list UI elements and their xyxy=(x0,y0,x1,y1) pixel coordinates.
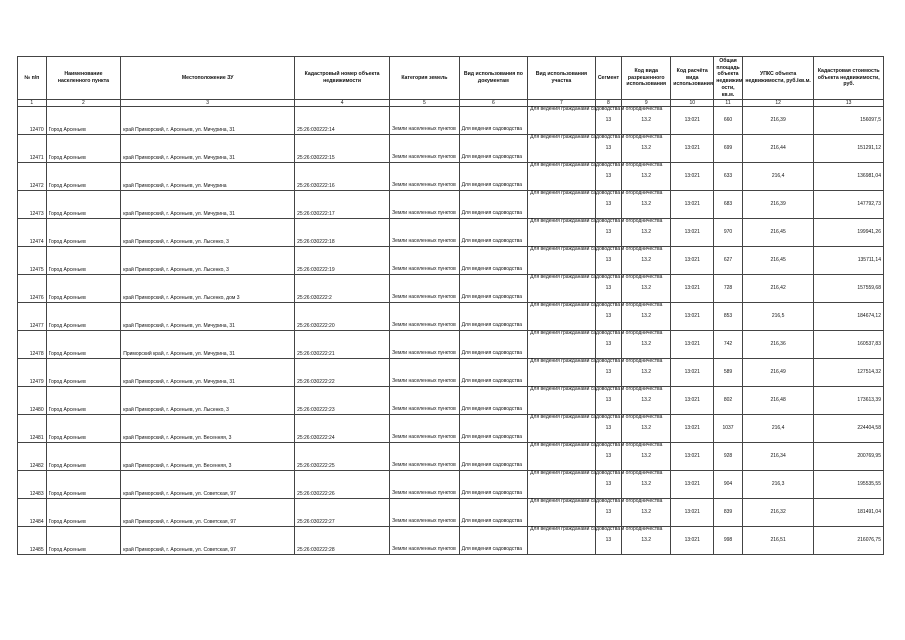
location-cell: Приморский край, г. Арсеньев, ул. Мичурина, 31 xyxy=(121,331,295,359)
permitted-use-code-cell: 13.2 xyxy=(622,471,671,499)
documented-use-cell: Для ведения садоводства xyxy=(459,191,528,219)
table-row xyxy=(18,275,884,303)
plot-use-cell: Для ведения гражданами садоводства и огородничества xyxy=(528,163,595,191)
cadastral-number-cell: 25:26:030222:14 xyxy=(295,107,390,135)
permitted-use-code-cell: 13.2 xyxy=(622,387,671,415)
row-number-cell: 12477 xyxy=(18,303,47,331)
land-category-cell: Земли населенных пунктов xyxy=(390,415,460,443)
area-cell: 728 xyxy=(714,275,743,303)
settlement-cell: Город Арсеньев xyxy=(46,359,121,387)
row-number-cell: 12484 xyxy=(18,499,47,527)
segment-cell: 13 xyxy=(595,219,622,247)
documented-use-cell: Для ведения садоводства xyxy=(459,443,528,471)
settlement-cell: Город Арсеньев xyxy=(46,303,121,331)
segment-cell: 13 xyxy=(595,443,622,471)
area-cell: 683 xyxy=(714,191,743,219)
segment-cell: 13 xyxy=(595,471,622,499)
land-category-cell: Земли населенных пунктов xyxy=(390,359,460,387)
row-number-cell: 12479 xyxy=(18,359,47,387)
segment-cell: 13 xyxy=(595,415,622,443)
permitted-use-code-cell: 13.2 xyxy=(622,191,671,219)
permitted-use-code-cell: 13.2 xyxy=(622,247,671,275)
cadastral-value-cell: 200769,95 xyxy=(814,443,884,471)
location-cell: край Приморский, г. Арсеньев, ул. Советская, 97 xyxy=(121,499,295,527)
land-category-cell: Земли населенных пунктов xyxy=(390,135,460,163)
upks-cell: 216,45 xyxy=(742,247,814,275)
documented-use-cell: Для ведения садоводства xyxy=(459,387,528,415)
header-cell-upks: УПКС объекта недвижимости, руб./кв.м. xyxy=(742,57,814,100)
location-cell: край Приморский, г. Арсеньев, ул. Мичурина xyxy=(121,163,295,191)
cadastral-number-cell: 25:26:030222:21 xyxy=(295,331,390,359)
calc-code-cell: 13:021 xyxy=(671,135,714,163)
column-number: 2 xyxy=(46,100,121,107)
upks-cell: 216,36 xyxy=(742,331,814,359)
row-number-cell: 12475 xyxy=(18,247,47,275)
cadastral-value-cell: 157559,68 xyxy=(814,275,884,303)
permitted-use-code-cell: 13.2 xyxy=(622,415,671,443)
land-category-cell: Земли населенных пунктов xyxy=(390,303,460,331)
location-cell: край Приморский, г. Арсеньев, ул. Мичурина, 31 xyxy=(121,191,295,219)
segment-cell: 13 xyxy=(595,275,622,303)
upks-cell: 216,32 xyxy=(742,499,814,527)
row-number-cell: 12471 xyxy=(18,135,47,163)
cadastral-number-cell: 25:26:030222:17 xyxy=(295,191,390,219)
column-number: 8 xyxy=(595,100,622,107)
cadastral-value-cell: 224404,58 xyxy=(814,415,884,443)
settlement-cell: Город Арсеньев xyxy=(46,471,121,499)
cadastral-number-cell: 25:26:030222:26 xyxy=(295,471,390,499)
column-number: 3 xyxy=(121,100,295,107)
area-cell: 904 xyxy=(714,471,743,499)
upks-cell: 216,42 xyxy=(742,275,814,303)
row-number-cell: 12478 xyxy=(18,331,47,359)
settlement-cell: Город Арсеньев xyxy=(46,499,121,527)
settlement-cell: Город Арсеньев xyxy=(46,247,121,275)
calc-code-cell: 13:021 xyxy=(671,303,714,331)
permitted-use-code-cell: 13.2 xyxy=(622,163,671,191)
area-cell: 699 xyxy=(714,135,743,163)
column-number: 12 xyxy=(742,100,814,107)
segment-cell: 13 xyxy=(595,527,622,555)
cadastral-number-cell: 25:26:030222:19 xyxy=(295,247,390,275)
header-cell-documented-use: Вид использования по документам xyxy=(459,57,528,100)
plot-use-cell: Для ведения гражданами садоводства и огородничества xyxy=(528,135,595,163)
cadastral-number-cell: 25:26:030222:2 xyxy=(295,275,390,303)
documented-use-cell: Для ведения садоводства xyxy=(459,499,528,527)
settlement-cell: Город Арсеньев xyxy=(46,443,121,471)
area-cell: 589 xyxy=(714,359,743,387)
cadastral-number-cell: 25:26:030222:25 xyxy=(295,443,390,471)
upks-cell: 216,51 xyxy=(742,527,814,555)
cadastral-value-cell: 216076,75 xyxy=(814,527,884,555)
area-cell: 839 xyxy=(714,499,743,527)
plot-use-cell: Для ведения гражданами садоводства и огородничества xyxy=(528,331,595,359)
segment-cell: 13 xyxy=(595,303,622,331)
plot-use-cell: Для ведения гражданами садоводства и огородничества xyxy=(528,191,595,219)
header-cell-location: Местоположение ЗУ xyxy=(121,57,295,100)
area-cell: 802 xyxy=(714,387,743,415)
location-cell: край Приморский, г. Арсеньев, ул. Мичурина, 31 xyxy=(121,359,295,387)
plot-use-cell: Для ведения гражданами садоводства и огородничества xyxy=(528,499,595,527)
cadastral-value-cell: 151291,12 xyxy=(814,135,884,163)
header-cell-cadastral-value: Кадастровая стоимость объекта недвижимости, руб. xyxy=(814,57,884,100)
documented-use-cell: Для ведения садоводства xyxy=(459,415,528,443)
cadastral-value-cell: 160537,83 xyxy=(814,331,884,359)
table-row xyxy=(18,247,884,275)
cadastral-number-cell: 25:26:030222:22 xyxy=(295,359,390,387)
land-category-cell: Земли населенных пунктов xyxy=(390,387,460,415)
documented-use-cell: Для ведения садоводства xyxy=(459,135,528,163)
documented-use-cell: Для ведения садоводства xyxy=(459,247,528,275)
location-cell: край Приморский, г. Арсеньев, ул. Мичурина, 31 xyxy=(121,303,295,331)
calc-code-cell: 13:021 xyxy=(671,387,714,415)
upks-cell: 216,49 xyxy=(742,359,814,387)
row-number-cell: 12481 xyxy=(18,415,47,443)
land-category-cell: Земли населенных пунктов xyxy=(390,219,460,247)
location-cell: край Приморский, г. Арсеньев, ул. Советская, 97 xyxy=(121,471,295,499)
table-row xyxy=(18,107,884,135)
calc-code-cell: 13:021 xyxy=(671,191,714,219)
cadastral-value-table xyxy=(17,56,884,555)
segment-cell: 13 xyxy=(595,107,622,135)
land-category-cell: Земли населенных пунктов xyxy=(390,499,460,527)
settlement-cell: Город Арсеньев xyxy=(46,415,121,443)
column-number: 5 xyxy=(390,100,460,107)
cadastral-value-cell: 184674,12 xyxy=(814,303,884,331)
area-cell: 660 xyxy=(714,107,743,135)
table-row xyxy=(18,163,884,191)
documented-use-cell: Для ведения садоводства xyxy=(459,219,528,247)
cadastral-number-cell: 25:26:030222:24 xyxy=(295,415,390,443)
header-cell-settlement: Наименование населенного пункта xyxy=(46,57,121,100)
column-number: 11 xyxy=(714,100,743,107)
cadastral-number-cell: 25:26:030222:27 xyxy=(295,499,390,527)
location-cell: край Приморский, г. Арсеньев, ул. Лысенко, 3 xyxy=(121,247,295,275)
plot-use-cell: Для ведения гражданами садоводства и огородничества xyxy=(528,387,595,415)
column-number: 1 xyxy=(18,100,47,107)
location-cell: край Приморский, г. Арсеньев, ул. Лысенко, дом 3 xyxy=(121,275,295,303)
plot-use-cell: Для ведения гражданами садоводства и огородничества xyxy=(528,359,595,387)
cadastral-value-cell: 195535,55 xyxy=(814,471,884,499)
header-cell-number: № п/п xyxy=(18,57,47,100)
row-number-cell: 12473 xyxy=(18,191,47,219)
cadastral-value-cell: 173613,39 xyxy=(814,387,884,415)
permitted-use-code-cell: 13.2 xyxy=(622,135,671,163)
plot-use-cell: Для ведения гражданами садоводства и огородничества xyxy=(528,219,595,247)
header-cell-permitted-use-code: Код вида разрешенного использования xyxy=(622,57,671,100)
plot-use-cell: Для ведения гражданами садоводства и огородничества xyxy=(528,275,595,303)
column-number: 4 xyxy=(295,100,390,107)
header-row xyxy=(18,57,884,100)
location-cell: край Приморский, г. Арсеньев, ул. Лысенко, 3 xyxy=(121,219,295,247)
plot-use-cell: Для ведения гражданами садоводства и огородничества xyxy=(528,471,595,499)
settlement-cell: Город Арсеньев xyxy=(46,331,121,359)
cadastral-value-cell: 147792,73 xyxy=(814,191,884,219)
settlement-cell: Город Арсеньев xyxy=(46,163,121,191)
cadastral-value-cell: 181491,04 xyxy=(814,499,884,527)
land-category-cell: Земли населенных пунктов xyxy=(390,471,460,499)
documented-use-cell: Для ведения садоводства xyxy=(459,303,528,331)
row-number-cell: 12476 xyxy=(18,275,47,303)
segment-cell: 13 xyxy=(595,359,622,387)
location-cell: край Приморский, г. Арсеньев, ул. Мичурина, 31 xyxy=(121,107,295,135)
calc-code-cell: 13:021 xyxy=(671,331,714,359)
header-cell-land-category: Категория земель xyxy=(390,57,460,100)
segment-cell: 13 xyxy=(595,247,622,275)
area-cell: 853 xyxy=(714,303,743,331)
settlement-cell: Город Арсеньев xyxy=(46,219,121,247)
calc-code-cell: 13:021 xyxy=(671,107,714,135)
documented-use-cell: Для ведения садоводства xyxy=(459,107,528,135)
permitted-use-code-cell: 13.2 xyxy=(622,443,671,471)
land-category-cell: Земли населенных пунктов xyxy=(390,191,460,219)
cadastral-value-cell: 199941,26 xyxy=(814,219,884,247)
area-cell: 627 xyxy=(714,247,743,275)
segment-cell: 13 xyxy=(595,499,622,527)
permitted-use-code-cell: 13.2 xyxy=(622,499,671,527)
upks-cell: 216,4 xyxy=(742,415,814,443)
header-cell-segment: Сегмент xyxy=(595,57,622,100)
documented-use-cell: Для ведения садоводства xyxy=(459,359,528,387)
area-cell: 633 xyxy=(714,163,743,191)
settlement-cell: Город Арсеньев xyxy=(46,135,121,163)
settlement-cell: Город Арсеньев xyxy=(46,275,121,303)
area-cell: 1037 xyxy=(714,415,743,443)
area-cell: 970 xyxy=(714,219,743,247)
documented-use-cell: Для ведения садоводства xyxy=(459,471,528,499)
calc-code-cell: 13:021 xyxy=(671,247,714,275)
area-cell: 928 xyxy=(714,443,743,471)
upks-cell: 216,4 xyxy=(742,163,814,191)
column-number: 9 xyxy=(622,100,671,107)
land-category-cell: Земли населенных пунктов xyxy=(390,443,460,471)
table-row xyxy=(18,303,884,331)
table-row xyxy=(18,135,884,163)
cadastral-number-cell: 25:26:030222:23 xyxy=(295,387,390,415)
land-category-cell: Земли населенных пунктов xyxy=(390,163,460,191)
upks-cell: 216,45 xyxy=(742,219,814,247)
calc-code-cell: 13:021 xyxy=(671,275,714,303)
row-number-cell: 12480 xyxy=(18,387,47,415)
table-row xyxy=(18,219,884,247)
calc-code-cell: 13:021 xyxy=(671,471,714,499)
column-number-row xyxy=(18,100,884,107)
permitted-use-code-cell: 13.2 xyxy=(622,107,671,135)
table-row xyxy=(18,499,884,527)
cadastral-value-cell: 127514,32 xyxy=(814,359,884,387)
location-cell: край Приморский, г. Арсеньев, ул. Советская, 97 xyxy=(121,527,295,555)
table-row xyxy=(18,191,884,219)
row-number-cell: 12482 xyxy=(18,443,47,471)
calc-code-cell: 13:021 xyxy=(671,163,714,191)
land-category-cell: Земли населенных пунктов xyxy=(390,107,460,135)
segment-cell: 13 xyxy=(595,387,622,415)
table-row xyxy=(18,443,884,471)
column-number: 7 xyxy=(528,100,595,107)
table-row xyxy=(18,527,884,555)
location-cell: край Приморский, г. Арсеньев, ул. Лысенко, 3 xyxy=(121,387,295,415)
cadastral-number-cell: 25:26:030222:15 xyxy=(295,135,390,163)
upks-cell: 216,39 xyxy=(742,107,814,135)
segment-cell: 13 xyxy=(595,331,622,359)
upks-cell: 216,39 xyxy=(742,191,814,219)
calc-code-cell: 13:021 xyxy=(671,527,714,555)
permitted-use-code-cell: 13.2 xyxy=(622,331,671,359)
upks-cell: 216,44 xyxy=(742,135,814,163)
area-cell: 742 xyxy=(714,331,743,359)
calc-code-cell: 13:021 xyxy=(671,443,714,471)
header-cell-plot-use: Вид использования участка xyxy=(528,57,595,100)
land-category-cell: Земли населенных пунктов xyxy=(390,331,460,359)
location-cell: край Приморский, г. Арсеньев, ул. Весенняя, 3 xyxy=(121,415,295,443)
plot-use-cell: Для ведения гражданами садоводства и огородничества xyxy=(528,415,595,443)
upks-cell: 216,34 xyxy=(742,443,814,471)
settlement-cell: Город Арсеньев xyxy=(46,191,121,219)
plot-use-cell: Для ведения гражданами садоводства и огородничества xyxy=(528,247,595,275)
segment-cell: 13 xyxy=(595,191,622,219)
settlement-cell: Город Арсеньев xyxy=(46,387,121,415)
cadastral-number-cell: 25:26:030222:16 xyxy=(295,163,390,191)
column-number: 6 xyxy=(459,100,528,107)
table-row xyxy=(18,415,884,443)
row-number-cell: 12472 xyxy=(18,163,47,191)
cadastral-number-cell: 25:26:030222:18 xyxy=(295,219,390,247)
permitted-use-code-cell: 13.2 xyxy=(622,527,671,555)
permitted-use-code-cell: 13.2 xyxy=(622,303,671,331)
upks-cell: 216,48 xyxy=(742,387,814,415)
documented-use-cell: Для ведения садоводства xyxy=(459,275,528,303)
land-category-cell: Земли населенных пунктов xyxy=(390,527,460,555)
plot-use-cell: Для ведения гражданами садоводства и огородничества xyxy=(528,303,595,331)
documented-use-cell: Для ведения садоводства xyxy=(459,527,528,555)
row-number-cell: 12483 xyxy=(18,471,47,499)
location-cell: край Приморский, г. Арсеньев, ул. Мичурина, 31 xyxy=(121,135,295,163)
calc-code-cell: 13:021 xyxy=(671,415,714,443)
documented-use-cell: Для ведения садоводства xyxy=(459,163,528,191)
cadastral-value-cell: 135711,14 xyxy=(814,247,884,275)
segment-cell: 13 xyxy=(595,163,622,191)
location-cell: край Приморский, г. Арсеньев, ул. Весенняя, 3 xyxy=(121,443,295,471)
calc-code-cell: 13:021 xyxy=(671,359,714,387)
settlement-cell: Город Арсеньев xyxy=(46,527,121,555)
table-row xyxy=(18,331,884,359)
row-number-cell: 12470 xyxy=(18,107,47,135)
cadastral-value-cell: 156097,5 xyxy=(814,107,884,135)
header-cell-area: Общая площадь объекта недвижим ости, кв.м. xyxy=(714,57,743,100)
header-cell-calc-code: Код расчёта вида использования xyxy=(671,57,714,100)
upks-cell: 216,5 xyxy=(742,303,814,331)
table-body xyxy=(18,107,884,555)
calc-code-cell: 13:021 xyxy=(671,499,714,527)
table-row xyxy=(18,471,884,499)
settlement-cell: Город Арсеньев xyxy=(46,107,121,135)
area-cell: 998 xyxy=(714,527,743,555)
cadastral-value-cell: 136981,04 xyxy=(814,163,884,191)
permitted-use-code-cell: 13.2 xyxy=(622,359,671,387)
segment-cell: 13 xyxy=(595,135,622,163)
column-number: 10 xyxy=(671,100,714,107)
land-category-cell: Земли населенных пунктов xyxy=(390,275,460,303)
permitted-use-code-cell: 13.2 xyxy=(622,275,671,303)
row-number-cell: 12485 xyxy=(18,527,47,555)
header-cell-cadastral-number: Кадастровый номер объекта недвижимости xyxy=(295,57,390,100)
permitted-use-code-cell: 13.2 xyxy=(622,219,671,247)
column-number: 13 xyxy=(814,100,884,107)
plot-use-cell: Для ведения гражданами садоводства и огородничества xyxy=(528,107,595,135)
calc-code-cell: 13:021 xyxy=(671,219,714,247)
table-row xyxy=(18,387,884,415)
plot-use-cell: Для ведения гражданами садоводства и огородничества xyxy=(528,527,595,555)
upks-cell: 216,3 xyxy=(742,471,814,499)
table-row xyxy=(18,359,884,387)
row-number-cell: 12474 xyxy=(18,219,47,247)
plot-use-cell: Для ведения гражданами садоводства и огородничества xyxy=(528,443,595,471)
land-category-cell: Земли населенных пунктов xyxy=(390,247,460,275)
cadastral-number-cell: 25:26:030222:28 xyxy=(295,527,390,555)
documented-use-cell: Для ведения садоводства xyxy=(459,331,528,359)
cadastral-number-cell: 25:26:030222:20 xyxy=(295,303,390,331)
